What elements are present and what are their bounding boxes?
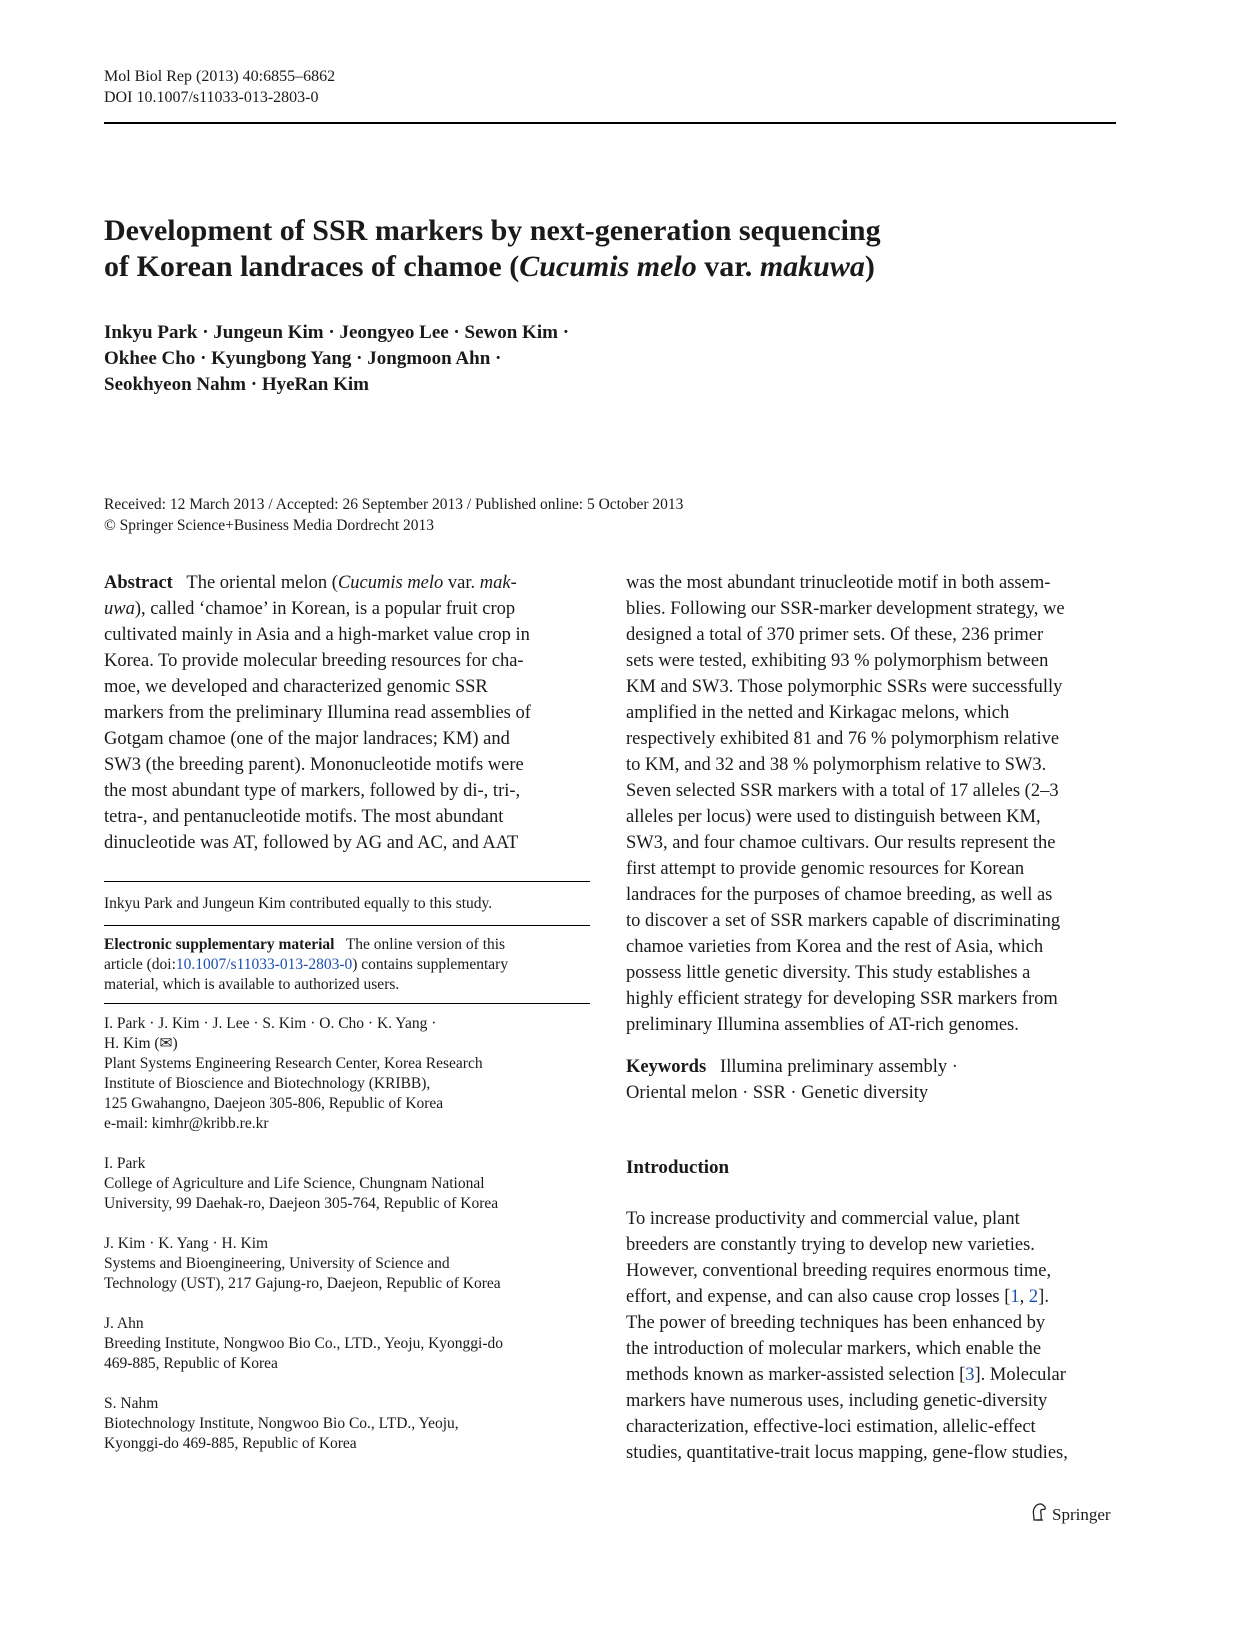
affiliation-line: Plant Systems Engineering Research Center, Korea Research — [104, 1055, 483, 1072]
affiliations — [104, 1014, 590, 1474]
affiliation-names: J. Ahn — [104, 1315, 144, 1332]
abstract-line: markers from the preliminary Illumina read assemblies of — [104, 703, 531, 723]
affiliation-line: University, 99 Daehak-ro, Daejeon 305-764, Republic of Korea — [104, 1195, 499, 1212]
abstract-line: alleles per locus) were used to distinguish between KM, — [626, 807, 1041, 827]
title-line-2-pre: of Korean landraces of chamoe ( — [104, 250, 520, 283]
keywords-line-2: Oriental melon · SSR · Genetic diversity — [626, 1083, 929, 1103]
abstract-line: designed a total of 370 primer sets. Of these, 236 primer — [626, 625, 1044, 645]
abstract-line: preliminary Illumina assemblies of AT-rich genomes. — [626, 1015, 1019, 1035]
abstract-line: moe, we developed and characterized genomic SSR — [104, 677, 488, 697]
affiliation-names: I. Park · J. Kim · J. Lee · S. Kim · O. Cho · K. Yang · — [104, 1015, 437, 1032]
abstract-line — [104, 570, 590, 596]
keywords — [626, 1054, 1116, 1106]
title-species: Cucumis melo — [519, 250, 697, 283]
copyright-line: © Springer Science+Business Media Dordrecht 2013 — [104, 517, 435, 534]
keywords-line-1 — [626, 1054, 1116, 1080]
abstract-line: dinucleotide was AT, followed by AG and AC, and AAT — [104, 833, 519, 853]
title-line-1: Development of SSR markers by next-generation sequencing — [104, 214, 881, 247]
abstract-line: amplified in the netted and Kirkagac melons, which — [626, 703, 1010, 723]
abstract-label: Abstract — [104, 573, 173, 593]
abstract-line: chamoe varieties from Korea and the rest of Asia, which — [626, 937, 1044, 957]
affiliation-block — [104, 1394, 590, 1454]
author-list — [104, 320, 569, 398]
intro-line: However, conventional breeding requires enormous time, — [626, 1261, 1052, 1281]
abstract-line: uwa), called ‘chamoe’ in Korean, is a popular fruit crop — [104, 599, 516, 619]
authors-line-3: Seokhyeon Nahm · HyeRan Kim — [104, 374, 369, 395]
keywords-text: Illumina preliminary assembly · — [720, 1057, 958, 1077]
publication-dates — [104, 494, 683, 536]
affiliation-line: College of Agriculture and Life Science, Chungnam National — [104, 1175, 485, 1192]
esm-label: Electronic supplementary material — [104, 936, 335, 953]
abstract-line: landraces for the purposes of chamoe breeding, as well as — [626, 885, 1053, 905]
keywords-label: Keywords — [626, 1057, 707, 1077]
footnote-rule-3 — [104, 1003, 590, 1004]
affiliation-line: Breeding Institute, Nongwoo Bio Co., LTD., Yeoju, Kyonggi-do — [104, 1335, 503, 1352]
springer-logo — [1030, 1502, 1111, 1527]
affiliation-names: I. Park — [104, 1155, 146, 1172]
title-variety: makuwa — [759, 250, 865, 283]
affiliation-block — [104, 1014, 590, 1134]
abstract-line: tetra-, and pentanucleotide motifs. The most abundant — [104, 807, 504, 827]
equal-contribution-note: Inkyu Park and Jungeun Kim contributed equally to this study. — [104, 895, 493, 912]
abstract-line: cultivated mainly in Asia and a high-market value crop in — [104, 625, 530, 645]
footnote-rule-1 — [104, 881, 590, 882]
title-line-2-post: ) — [864, 250, 875, 283]
affiliation-line: Institute of Bioscience and Biotechnology (KRIBB), — [104, 1075, 431, 1092]
abstract-line: the most abundant type of markers, followed by di-, tri-, — [104, 781, 521, 801]
abstract-line: blies. Following our SSR-marker development strategy, we — [626, 599, 1065, 619]
esm-note — [104, 935, 590, 995]
abstract-line: Seven selected SSR markers with a total of 17 alleles (2–3 — [626, 781, 1059, 801]
affiliation-line: 469-885, Republic of Korea — [104, 1355, 278, 1372]
affiliation-block — [104, 1234, 590, 1294]
introduction-body — [626, 1206, 1116, 1466]
esm-line-2 — [104, 955, 590, 975]
abstract-line: highly efficient strategy for developing SSR markers from — [626, 989, 1058, 1009]
abstract-line: KM and SW3. Those polymorphic SSRs were successfully — [626, 677, 1063, 697]
dates-line-1: Received: 12 March 2013 / Accepted: 26 September 2013 / Published online: 5 October 2013 — [104, 496, 684, 513]
abstract-line: SW3 (the breeding parent). Mononucleotide motifs were — [104, 755, 524, 775]
abstract-line: Korea. To provide molecular breeding resources for cha- — [104, 651, 524, 671]
affiliation-line: Technology (UST), 217 Gajung-ro, Daejeon, Republic of Korea — [104, 1275, 501, 1292]
esm-text: article (doi: — [104, 956, 176, 973]
introduction-heading: Introduction — [626, 1157, 730, 1178]
title-line-2 — [104, 249, 881, 285]
affiliation-names: H. Kim (✉) — [104, 1035, 178, 1052]
esm-line-3: material, which is available to authorized users. — [104, 976, 400, 993]
affiliation-line: Systems and Bioengineering, University of Science and — [104, 1255, 450, 1272]
paper-title — [104, 213, 881, 285]
title-var: var. — [696, 250, 760, 283]
springer-wordmark: Springer — [1052, 1504, 1111, 1524]
authors-line-1: Inkyu Park · Jungeun Kim · Jeongyeo Lee · Sewon Kim · — [104, 322, 570, 343]
affiliation-line: 125 Gwahangno, Daejeon 305-806, Republic of Korea — [104, 1095, 444, 1112]
journal-citation: Mol Biol Rep (2013) 40:6855–6862 — [104, 68, 336, 85]
affiliation-names: J. Kim · K. Yang · H. Kim — [104, 1235, 269, 1252]
footnote-rule-2 — [104, 925, 590, 926]
abstract-line: possess little genetic diversity. This study establishes a — [626, 963, 1031, 983]
springer-horse-icon — [1030, 1502, 1048, 1527]
esm-line-1 — [104, 935, 590, 955]
intro-line: markers have numerous uses, including genetic-diversity — [626, 1391, 1048, 1411]
intro-line: breeders are constantly trying to develop new varieties. — [626, 1235, 1035, 1255]
abstract-line: was the most abundant trinucleotide motif in both assem- — [626, 573, 1051, 593]
intro-line: To increase productivity and commercial value, plant — [626, 1209, 1020, 1229]
affiliation-line: Biotechnology Institute, Nongwoo Bio Co., LTD., Yeoju, — [104, 1415, 459, 1432]
header-rule — [104, 122, 1116, 124]
esm-doi-link[interactable]: 10.1007/s11033-013-2803-0 — [175, 956, 353, 973]
abstract-line: SW3, and four chamoe cultivars. Our results represent the — [626, 833, 1056, 853]
abstract-line: respectively exhibited 81 and 76 % polymorphism relative — [626, 729, 1060, 749]
affiliation-line: Kyonggi-do 469-885, Republic of Korea — [104, 1435, 357, 1452]
abstract-line: to KM, and 32 and 38 % polymorphism relative to SW3. — [626, 755, 1047, 775]
intro-line: effort, and expense, and can also cause crop losses [1, 2]. — [626, 1287, 1049, 1307]
esm-text: ) contains supplementary — [352, 956, 509, 973]
affiliation-names: S. Nahm — [104, 1395, 159, 1412]
abstract-line-text: The oriental melon (Cucumis melo var. mak- — [186, 573, 517, 593]
abstract-line: sets were tested, exhibiting 93 % polymorphism between — [626, 651, 1049, 671]
affiliation-email: e-mail: kimhr@kribb.re.kr — [104, 1115, 269, 1132]
abstract-line: to discover a set of SSR markers capable of discriminating — [626, 911, 1061, 931]
intro-line: methods known as marker-assisted selection [3]. Molecular — [626, 1365, 1066, 1385]
affiliation-block — [104, 1154, 590, 1214]
abstract-line: first attempt to provide genomic resources for Korean — [626, 859, 1025, 879]
abstract-right — [626, 570, 1116, 1038]
intro-line: studies, quantitative-trait locus mapping, gene-flow studies, — [626, 1443, 1068, 1463]
esm-text: The online version of this — [345, 936, 506, 953]
abstract-line: Gotgam chamoe (one of the major landraces; KM) and — [104, 729, 510, 749]
abstract-left — [104, 570, 590, 856]
journal-doi: DOI 10.1007/s11033-013-2803-0 — [104, 89, 319, 106]
affiliation-block — [104, 1314, 590, 1374]
authors-line-2: Okhee Cho · Kyungbong Yang · Jongmoon Ahn · — [104, 348, 502, 369]
intro-line: characterization, effective-loci estimation, allelic-effect — [626, 1417, 1036, 1437]
intro-line: the introduction of molecular markers, which enable the — [626, 1339, 1042, 1359]
intro-line: The power of breeding techniques has been enhanced by — [626, 1313, 1046, 1333]
